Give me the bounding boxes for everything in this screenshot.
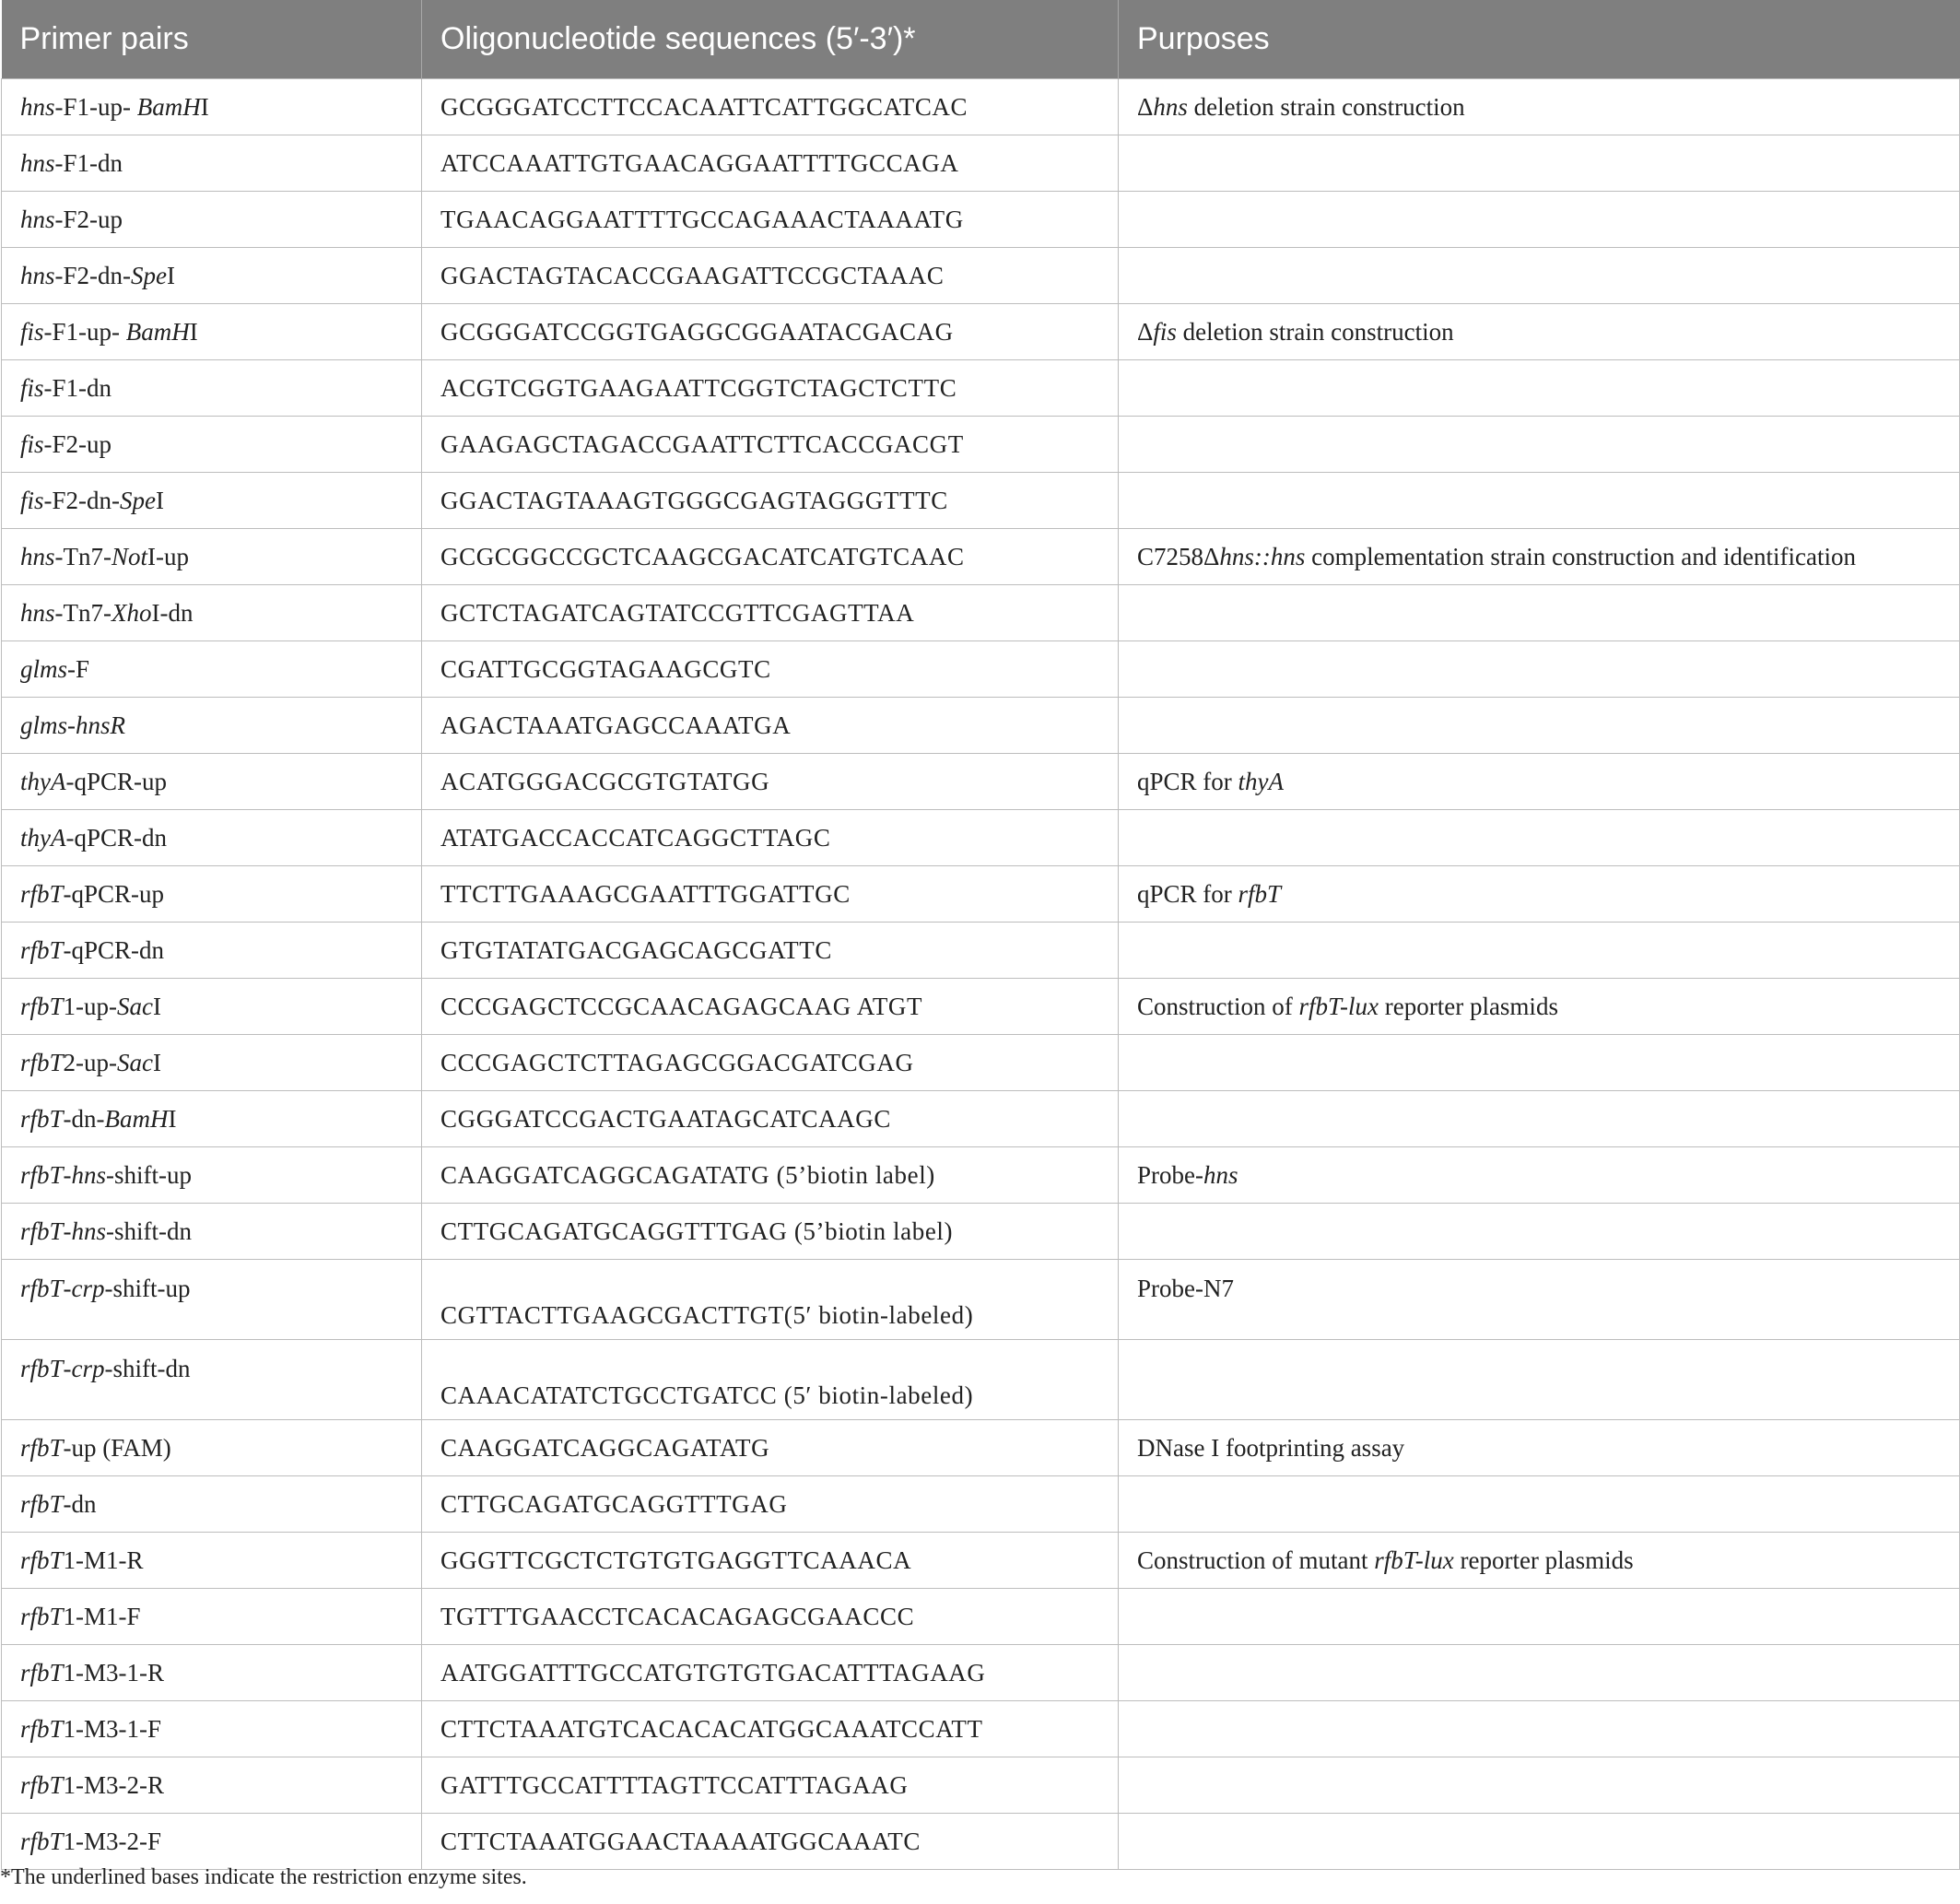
purpose-cell (1119, 923, 1960, 979)
purpose-cell (1119, 248, 1960, 304)
sequence-cell: ATATGACCACCATCAGGCTTAGC (422, 810, 1119, 866)
purpose-cell (1119, 1701, 1960, 1757)
name-segment: Xho (111, 598, 152, 627)
purpose-segment: Δ (1137, 317, 1154, 346)
primer-name-cell (2, 417, 422, 473)
purpose-cell (1119, 979, 1960, 1035)
header-oligonucleotide-sequences: Oligonucleotide sequences (5′-3′)* (422, 0, 1119, 79)
primer-name-cell (2, 135, 422, 192)
primer-name-cell (2, 866, 422, 923)
purpose-cell (1119, 1340, 1960, 1420)
name-segment: 1-up- (63, 992, 118, 1020)
primer-name-cell (2, 79, 422, 135)
name-segment: -dn- (63, 1104, 105, 1133)
primer-name-cell (2, 1533, 422, 1589)
sequence-cell: ACGTCGGTGAAGAATTCGGTCTAGCTCTTC (422, 360, 1119, 417)
purpose-segment: rfbT-lux (1374, 1546, 1454, 1574)
table-row (2, 135, 1960, 192)
purpose-cell (1119, 529, 1960, 585)
table-row (2, 1260, 1960, 1340)
purpose-segment: hns::hns (1219, 542, 1306, 570)
table-row (2, 248, 1960, 304)
sequence-cell: GTGTATATGACGAGCAGCGATTC (422, 923, 1119, 979)
primer-name-cell (2, 1701, 422, 1757)
table-header-row (2, 0, 1960, 79)
purpose-segment: complementation strain construction and identification (1305, 542, 1856, 570)
name-segment: -F2-up (54, 205, 123, 233)
purpose-cell (1119, 1147, 1960, 1204)
purpose-cell (1119, 304, 1960, 360)
name-segment: rfbT (20, 1048, 64, 1076)
sequence-cell: ACATGGGACGCGTGTATGG (422, 754, 1119, 810)
sequence-cell: CTTCTAAATGTCACACACATGGCAAATCCATT (422, 1701, 1119, 1757)
name-segment: -F1-dn (43, 373, 112, 402)
sequence-cell: AGACTAAATGAGCCAAATGA (422, 698, 1119, 754)
primer-name-cell (2, 1035, 422, 1091)
purpose-segment: rfbT-lux (1298, 992, 1379, 1020)
table-row (2, 473, 1960, 529)
name-segment: hns (20, 92, 55, 121)
sequence-cell: CAAGGATCAGGCAGATATG (5’biotin label) (422, 1147, 1119, 1204)
name-segment: BamH (125, 317, 190, 346)
purpose-segment: reporter plasmids (1379, 992, 1558, 1020)
name-segment: I (167, 261, 175, 289)
sequence-cell: ATCCAAATTGTGAACAGGAATTTTGCCAGA (422, 135, 1119, 192)
sequence-cell: GCGGGATCCTTCCACAATTCATTGGCATCAC (422, 79, 1119, 135)
header-purposes: Purposes (1119, 0, 1960, 79)
name-segment: 1-M3-1-R (63, 1658, 165, 1687)
name-segment: -qPCR-up (63, 879, 165, 908)
purpose-cell (1119, 1533, 1960, 1589)
purpose-segment: deletion strain construction (1176, 317, 1454, 346)
name-segment: -qPCR-up (65, 767, 168, 795)
purpose-segment: Δ (1137, 92, 1154, 121)
name-segment: rfbT (20, 1770, 64, 1799)
name-segment: I (156, 486, 164, 514)
purpose-segment: hns (1203, 1160, 1238, 1189)
name-segment: rfbT (20, 1602, 64, 1630)
name-segment: rfbT (20, 1104, 64, 1133)
name-segment: Sac (117, 1048, 153, 1076)
purpose-cell (1119, 1645, 1960, 1701)
table-row (2, 1645, 1960, 1701)
primer-name-cell (2, 473, 422, 529)
table-row (2, 979, 1960, 1035)
table-row (2, 1533, 1960, 1589)
primer-name-cell (2, 248, 422, 304)
name-segment: - (63, 1160, 72, 1189)
purpose-segment: Construction of mutant (1137, 1546, 1375, 1574)
table-row (2, 529, 1960, 585)
table-row (2, 79, 1960, 135)
sequence-cell: GATTTGCCATTTTAGTTCCATTTAGAAG (422, 1757, 1119, 1814)
name-segment: hns (20, 261, 55, 289)
primer-name-cell (2, 529, 422, 585)
name-segment: rfbT (20, 935, 64, 964)
purpose-cell (1119, 79, 1960, 135)
name-segment: -F2-up (43, 429, 112, 458)
table-row (2, 1757, 1960, 1814)
sequence-cell: CGATTGCGGTAGAAGCGTC (422, 641, 1119, 698)
table-row (2, 1035, 1960, 1091)
primer-name-cell (2, 1814, 422, 1870)
name-segment: -shift-up (104, 1275, 191, 1302)
primer-name-cell (2, 1204, 422, 1260)
table-row (2, 1091, 1960, 1147)
table-row (2, 698, 1960, 754)
purpose-segment: thyA (1238, 767, 1285, 795)
sequence-cell: CTTCTAAATGGAACTAAAATGGCAAATC (422, 1814, 1119, 1870)
name-segment: -qPCR-dn (63, 935, 165, 964)
sequence-cell: CCCGAGCTCCGCAACAGAGCAAG ATGT (422, 979, 1119, 1035)
name-segment: glms (20, 654, 68, 683)
table-row (2, 417, 1960, 473)
name-segment: I-dn (151, 598, 194, 627)
name-segment: Spe (131, 261, 167, 289)
name-segment: fis (20, 429, 44, 458)
sequence-cell: CGTTACTTGAAGCGACTTGT(5′ biotin-labeled) (422, 1260, 1119, 1340)
purpose-cell (1119, 360, 1960, 417)
name-segment: fis (20, 373, 44, 402)
name-segment: hns (71, 1216, 107, 1245)
header-primer-pairs: Primer pairs (2, 0, 422, 79)
name-segment: thyA (20, 767, 66, 795)
name-segment: -Tn7- (54, 542, 111, 570)
table-row (2, 1589, 1960, 1645)
table-row (2, 754, 1960, 810)
name-segment: rfbT (20, 879, 64, 908)
name-segment: thyA (20, 823, 66, 852)
sequence-cell: AATGGATTTGCCATGTGTGTGACATTTAGAAG (422, 1645, 1119, 1701)
primer-name-cell (2, 979, 422, 1035)
purpose-cell (1119, 1476, 1960, 1533)
primer-name-cell (2, 360, 422, 417)
name-segment: -F1-up- (43, 317, 126, 346)
purpose-segment: qPCR for (1137, 767, 1238, 795)
name-segment: rfbT (20, 1714, 64, 1743)
primer-name-cell (2, 585, 422, 641)
name-segment: -qPCR-dn (65, 823, 168, 852)
sequence-cell: TGTTTGAACCTCACACAGAGCGAACCC (422, 1589, 1119, 1645)
name-segment: I-up (147, 542, 189, 570)
name-segment: -F1-up- (54, 92, 137, 121)
name-segment: rfbT (20, 1827, 64, 1855)
table-row (2, 1476, 1960, 1533)
primer-name-cell (2, 304, 422, 360)
sequence-cell: CAAACATATCTGCCTGATCC (5′ biotin-labeled) (422, 1340, 1119, 1420)
purpose-segment: Probe-N7 (1137, 1275, 1234, 1302)
name-segment: I (153, 1048, 161, 1076)
name-segment: Not (111, 542, 148, 570)
sequence-cell: CCCGAGCTCTTAGAGCGGACGATCGAG (422, 1035, 1119, 1091)
name-segment: I (168, 1104, 177, 1133)
table-row (2, 1147, 1960, 1204)
sequence-cell: GCTCTAGATCAGTATCCGTTCGAGTTAA (422, 585, 1119, 641)
name-segment: rfbT (20, 1433, 64, 1462)
purpose-cell (1119, 585, 1960, 641)
table-row (2, 585, 1960, 641)
sequence-cell: GGACTAGTAAAGTGGGCGAGTAGGGTTTC (422, 473, 1119, 529)
table-row (2, 1814, 1960, 1870)
primer-name-cell (2, 923, 422, 979)
purpose-cell (1119, 1814, 1960, 1870)
name-segment: -Tn7- (54, 598, 111, 627)
name-segment: I (153, 992, 161, 1020)
purpose-cell (1119, 1260, 1960, 1340)
name-segment: - (67, 711, 76, 739)
primer-name-cell (2, 754, 422, 810)
name-segment: Sac (117, 992, 153, 1020)
purpose-cell (1119, 1204, 1960, 1260)
primer-name-cell (2, 1091, 422, 1147)
primer-name-cell (2, 810, 422, 866)
purpose-cell (1119, 698, 1960, 754)
name-segment: -shift-up (106, 1160, 193, 1189)
table-row (2, 923, 1960, 979)
table-row (2, 810, 1960, 866)
table-row (2, 192, 1960, 248)
primer-name-cell (2, 1589, 422, 1645)
primer-name-cell (2, 698, 422, 754)
table-row (2, 1340, 1960, 1420)
purpose-cell (1119, 1757, 1960, 1814)
purpose-segment: deletion strain construction (1187, 92, 1465, 121)
sequence-cell: GCGCGGCCGCTCAAGCGACATCATGTCAAC (422, 529, 1119, 585)
purpose-cell (1119, 417, 1960, 473)
sequence-cell: GAAGAGCTAGACCGAATTCTTCACCGACGT (422, 417, 1119, 473)
name-segment: rfbT (20, 992, 64, 1020)
name-segment: -shift-dn (104, 1355, 191, 1382)
name-segment: fis (20, 317, 44, 346)
primer-name-cell (2, 641, 422, 698)
name-segment: -up (FAM) (63, 1433, 171, 1462)
primer-name-cell (2, 1420, 422, 1476)
name-segment: rfbT (20, 1216, 64, 1245)
name-segment: -shift-dn (106, 1216, 193, 1245)
name-segment: hns (20, 598, 55, 627)
purpose-cell (1119, 866, 1960, 923)
name-segment: glms (20, 711, 68, 739)
name-segment: 1-M3-2-R (63, 1770, 165, 1799)
name-segment: rfbT (20, 1160, 64, 1189)
primer-name-cell (2, 192, 422, 248)
name-segment: I (200, 92, 209, 121)
primer-name-cell (2, 1645, 422, 1701)
name-segment: hns (71, 1160, 107, 1189)
name-segment: hns (20, 542, 55, 570)
purpose-cell (1119, 641, 1960, 698)
name-segment: 1-M3-1-F (63, 1714, 162, 1743)
table-footnote: *The underlined bases indicate the restriction enzyme sites. (0, 1865, 527, 1889)
name-segment: -F1-dn (54, 148, 123, 177)
primer-name-cell (2, 1757, 422, 1814)
purpose-segment: DNase I footprinting assay (1137, 1433, 1405, 1462)
table-row (2, 1420, 1960, 1476)
purpose-segment: qPCR for (1137, 879, 1238, 908)
table-row (2, 1204, 1960, 1260)
sequence-cell: GGACTAGTACACCGAAGATTCCGCTAAAC (422, 248, 1119, 304)
name-segment: rfbT (20, 1658, 64, 1687)
purpose-cell (1119, 1091, 1960, 1147)
table-row (2, 304, 1960, 360)
name-segment: BamH (136, 92, 201, 121)
sequence-cell: TGAACAGGAATTTTGCCAGAAACTAAAATG (422, 192, 1119, 248)
name-segment: crp (71, 1275, 105, 1302)
name-segment: -F2-dn- (54, 261, 132, 289)
primer-name-cell (2, 1260, 422, 1340)
table-row (2, 641, 1960, 698)
purpose-segment: reporter plasmids (1453, 1546, 1634, 1574)
name-segment: fis (20, 486, 44, 514)
purpose-cell (1119, 754, 1960, 810)
sequence-cell: CTTGCAGATGCAGGTTTGAG (422, 1476, 1119, 1533)
name-segment: rfbT (20, 1489, 64, 1518)
purpose-segment: hns (1153, 92, 1188, 121)
table-row (2, 360, 1960, 417)
name-segment: 1-M1-R (63, 1546, 144, 1574)
name-segment: Spe (120, 486, 156, 514)
purpose-cell (1119, 135, 1960, 192)
name-segment: crp (71, 1355, 105, 1382)
name-segment: -F (67, 654, 90, 683)
table-body (2, 79, 1960, 1870)
name-segment: -F2-dn- (43, 486, 121, 514)
name-segment: BamH (104, 1104, 169, 1133)
primer-name-cell (2, 1147, 422, 1204)
sequence-cell: GGGTTCGCTCTGTGTGAGGTTCAAACA (422, 1533, 1119, 1589)
table-row (2, 866, 1960, 923)
purpose-segment: fis (1153, 317, 1177, 346)
primer-name-cell (2, 1340, 422, 1420)
purpose-cell (1119, 473, 1960, 529)
name-segment: - (63, 1216, 72, 1245)
name-segment: - (63, 1355, 72, 1382)
sequence-cell: CGGGATCCGACTGAATAGCATCAAGC (422, 1091, 1119, 1147)
name-segment: 1-M1-F (63, 1602, 141, 1630)
purpose-cell (1119, 1420, 1960, 1476)
name-segment: I (189, 317, 198, 346)
name-segment: 2-up- (63, 1048, 118, 1076)
name-segment: 1-M3-2-F (63, 1827, 162, 1855)
sequence-cell: GCGGGATCCGGTGAGGCGGAATACGACAG (422, 304, 1119, 360)
name-segment: rfbT (20, 1355, 64, 1382)
purpose-segment: Probe- (1137, 1160, 1203, 1189)
purpose-cell (1119, 1035, 1960, 1091)
name-segment: hns (20, 205, 55, 233)
name-segment: -dn (63, 1489, 97, 1518)
name-segment: hnsR (76, 711, 126, 739)
purpose-cell (1119, 1589, 1960, 1645)
sequence-cell: CTTGCAGATGCAGGTTTGAG (5’biotin label) (422, 1204, 1119, 1260)
name-segment: - (63, 1275, 72, 1302)
purpose-cell (1119, 810, 1960, 866)
purpose-cell (1119, 192, 1960, 248)
table-row (2, 1701, 1960, 1757)
purpose-segment: C7258Δ (1137, 542, 1220, 570)
primer-table (1, 0, 1960, 1870)
name-segment: rfbT (20, 1275, 64, 1302)
name-segment: rfbT (20, 1546, 64, 1574)
purpose-segment: rfbT (1238, 879, 1282, 908)
purpose-segment: Construction of (1137, 992, 1299, 1020)
sequence-cell: CAAGGATCAGGCAGATATG (422, 1420, 1119, 1476)
name-segment: hns (20, 148, 55, 177)
sequence-cell: TTCTTGAAAGCGAATTTGGATTGC (422, 866, 1119, 923)
primer-name-cell (2, 1476, 422, 1533)
